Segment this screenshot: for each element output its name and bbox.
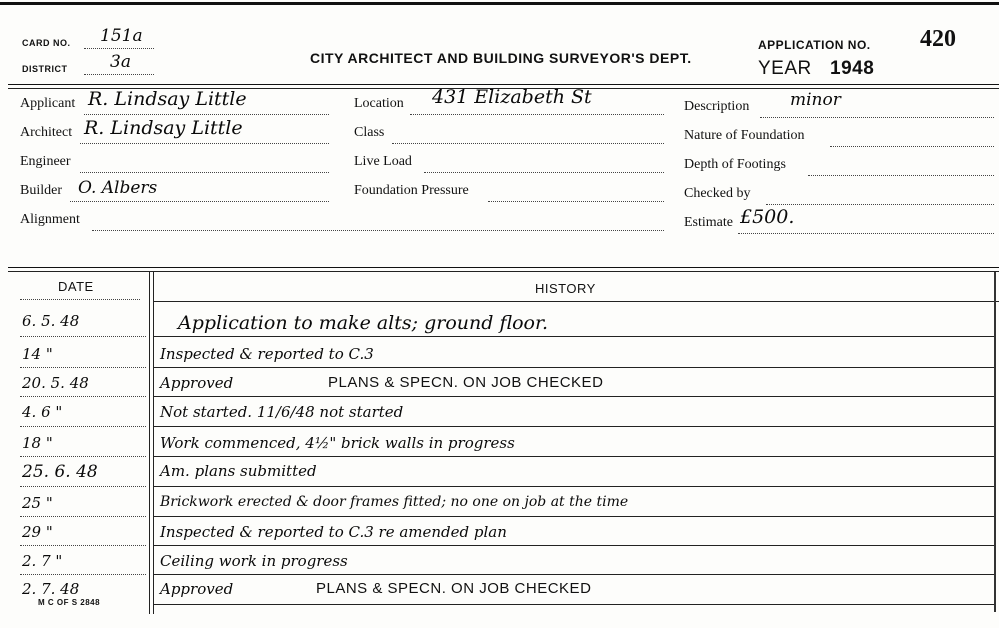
- history-date: 29 ": [22, 523, 53, 541]
- history-rule: [154, 604, 994, 605]
- history-date: 6. 5. 48: [22, 312, 80, 330]
- history-text: Inspected & reported to C.3 re amended plan: [160, 523, 507, 541]
- history-rule: [154, 456, 994, 457]
- history-rule: [154, 574, 994, 575]
- depth-of-footings-line: [808, 175, 994, 176]
- live-load-label: Live Load: [354, 154, 412, 169]
- history-text: Am. plans submitted: [160, 462, 317, 480]
- date-rule: [20, 486, 146, 487]
- history-date: 14 ": [22, 345, 53, 363]
- estimate-label: Estimate: [684, 215, 733, 230]
- history-date: 18 ": [22, 434, 53, 452]
- history-rule: [154, 367, 994, 368]
- history-text: Brickwork erected & door frames fitted; no one on job at the time: [160, 494, 629, 510]
- section-rule-2: [8, 271, 999, 272]
- history-rule: [154, 545, 994, 546]
- applicant-value: R. Lindsay Little: [88, 88, 247, 110]
- column-divider-2: [153, 272, 154, 614]
- architect-label: Architect: [20, 125, 73, 140]
- history-column-header: HISTORY: [535, 281, 596, 296]
- history-text: Not started. 11/6/48 not started: [160, 403, 404, 421]
- application-no-value: 420: [920, 26, 956, 52]
- location-label: Location: [354, 96, 404, 111]
- history-header-underline: [154, 301, 999, 302]
- builder-line: [70, 201, 329, 202]
- history-date: 2. 7. 48: [22, 580, 80, 598]
- history-date: 4. 6 ": [22, 403, 63, 421]
- foundation-pressure-label: Foundation Pressure: [354, 183, 469, 198]
- depth-of-footings-label: Depth of Footings: [684, 157, 786, 172]
- date-rule: [20, 426, 146, 427]
- engineer-label: Engineer: [20, 154, 71, 169]
- column-divider-1: [149, 272, 150, 614]
- date-header-underline: [20, 299, 140, 300]
- card-no-label: CARD NO.: [22, 38, 71, 48]
- checked-by-label: Checked by: [684, 186, 751, 201]
- history-rule: [154, 516, 994, 517]
- location-line: [410, 114, 664, 115]
- architect-line: [80, 143, 329, 144]
- architect-value: R. Lindsay Little: [84, 117, 243, 139]
- alignment-line: [92, 230, 664, 231]
- live-load-line: [424, 172, 664, 173]
- history-text: Ceiling work in progress: [160, 552, 348, 570]
- description-value: minor: [790, 90, 841, 110]
- date-rule: [20, 545, 146, 546]
- class-line: [392, 143, 664, 144]
- date-rule: [20, 516, 146, 517]
- applicant-line: [84, 114, 329, 115]
- builder-label: Builder: [20, 183, 62, 198]
- history-stamp: PLANS & SPECN. ON JOB CHECKED: [328, 374, 604, 391]
- year-label: YEAR: [758, 58, 812, 79]
- card-no-value: 151a: [100, 26, 143, 46]
- date-rule: [20, 367, 146, 368]
- history-stamp: PLANS & SPECN. ON JOB CHECKED: [316, 580, 592, 597]
- checked-by-line: [766, 204, 994, 205]
- date-rule: [20, 396, 146, 397]
- history-text: Inspected & reported to C.3: [160, 345, 374, 363]
- history-date: 20. 5. 48: [22, 374, 89, 392]
- right-edge: [994, 272, 996, 612]
- history-text: Approved: [160, 374, 234, 392]
- history-date: 25 ": [22, 494, 53, 512]
- district-value: 3a: [110, 52, 131, 72]
- description-label: Description: [684, 99, 750, 114]
- class-label: Class: [354, 125, 385, 140]
- history-rule: [154, 336, 994, 337]
- estimate-line: [738, 233, 994, 234]
- date-column-header: DATE: [58, 279, 94, 294]
- location-value: 431 Elizabeth St: [432, 86, 592, 108]
- applicant-label: Applicant: [20, 96, 76, 111]
- history-text: Approved: [160, 580, 234, 598]
- estimate-value: £500.: [740, 206, 795, 228]
- history-rule: [154, 426, 994, 427]
- history-text: Application to make alts; ground floor.: [178, 312, 549, 334]
- foundation-pressure-line: [488, 201, 664, 202]
- department-title: CITY ARCHITECT AND BUILDING SURVEYOR'S DEPT.: [310, 50, 692, 66]
- district-label: DISTRICT: [22, 64, 68, 74]
- top-edge: [0, 2, 999, 5]
- history-rule: [154, 396, 994, 397]
- section-rule-1: [8, 267, 999, 268]
- history-date: 2. 7 ": [22, 552, 63, 570]
- alignment-label: Alignment: [20, 212, 80, 227]
- card-no-line: [84, 48, 154, 49]
- history-rule: [154, 486, 994, 487]
- date-rule: [20, 336, 146, 337]
- engineer-line: [80, 172, 329, 173]
- history-text: Work commenced, 4½" brick walls in progress: [160, 434, 515, 452]
- history-date: 25. 6. 48: [22, 462, 98, 482]
- year-value: 1948: [830, 58, 875, 79]
- district-line: [84, 74, 154, 75]
- nature-of-foundation-line: [830, 146, 994, 147]
- date-rule: [20, 456, 146, 457]
- form-code: M C OF S 2848: [38, 598, 101, 607]
- date-rule: [20, 574, 146, 575]
- builder-value: O. Albers: [78, 178, 158, 198]
- header-rule-1: [8, 84, 999, 85]
- nature-of-foundation-label: Nature of Foundation: [684, 128, 805, 143]
- application-no-label: APPLICATION NO.: [758, 38, 871, 52]
- description-line: [760, 117, 994, 118]
